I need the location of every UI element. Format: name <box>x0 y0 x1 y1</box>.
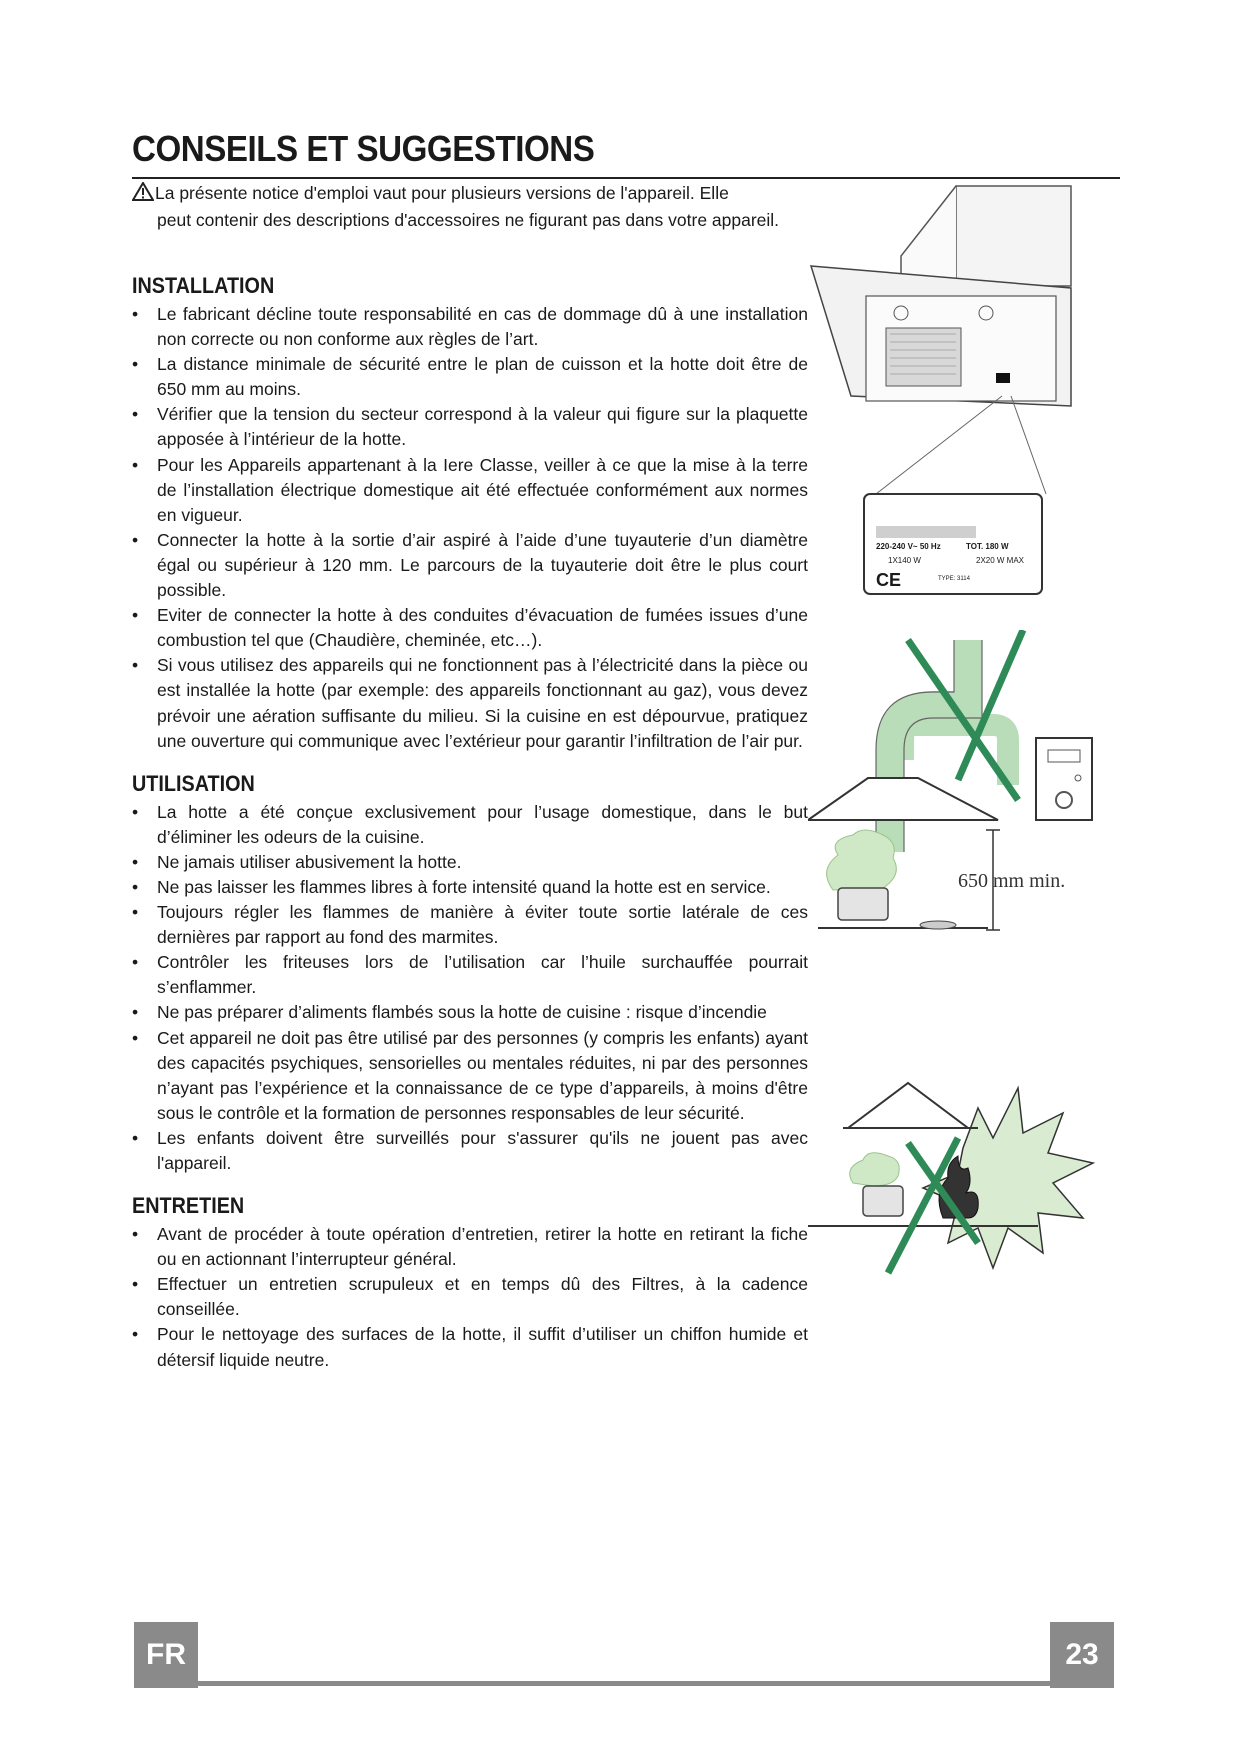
footer-rule <box>198 1681 1050 1686</box>
list-item: • Ne jamais utiliser abusivement la hotte. <box>132 850 808 875</box>
text-column <box>132 270 808 1387</box>
list-item: • Toujours régler les flammes de manière à éviter toute sortie latérale de ces dernières par rapport au fond des marmites. <box>132 900 808 950</box>
language-tag: FR <box>134 1622 198 1688</box>
page-number: 23 <box>1050 1622 1114 1688</box>
utilisation-list <box>132 800 808 1176</box>
notice-continuation: peut contenir des descriptions d'accessoires ne figurant pas dans votre appareil. <box>157 210 780 230</box>
list-item: • Vérifier que la tension du secteur correspond à la valeur qui figure sur la plaquette apposée à l’intérieur de la hotte. <box>132 402 808 452</box>
list-item: • Si vous utilisez des appareils qui ne fonctionnent pas à l’électricité dans la pièce ou est installée la hotte (par exemple: des appareils fonctionnant au gaz), vous devez prévoir une aération suffisante du milieu. Si la cuisine en est dépourvue, pratiquez une ouverture qui communique avec l’extérieur pour garantir l’infiltration de l’air pur. <box>132 653 808 753</box>
plate-type: TYPE: 3114 <box>938 576 970 582</box>
distance-label: 650 mm min. <box>958 870 1066 892</box>
list-item: • Eviter de connecter la hotte à des conduites d’évacuation de fumées issues d’une combustion tel que (Chaudière, cheminée, etc…). <box>132 603 808 653</box>
flambe-warning-figure <box>808 1068 1098 1298</box>
list-item: • Ne pas préparer d’aliments flambés sous la hotte de cuisine : risque d’incendie <box>132 1000 808 1025</box>
list-item: • Effectuer un entretien scrupuleux et en temps dû des Filtres, à la cadence conseillée. <box>132 1272 808 1322</box>
flambe-illustration <box>808 1068 1098 1298</box>
hood-rating-plate-figure <box>806 176 1136 616</box>
section-heading-entretien: ENTRETIEN <box>132 1193 245 1219</box>
warning-icon <box>132 182 154 208</box>
hood-boiler-illustration <box>808 630 1098 940</box>
list-item: • Contrôler les friteuses lors de l’utilisation car l’huile surchauffée pourrait s’enflammer. <box>132 950 808 1000</box>
plate-lamp: 2X20 W MAX <box>976 556 1025 565</box>
notice-first-line: La présente notice d'emploi vaut pour plusieurs versions de l'appareil. Elle <box>155 183 729 203</box>
plate-motor: 1X140 W <box>888 556 921 565</box>
plate-voltage: 220-240 V~ 50 Hz <box>876 542 941 551</box>
section-heading-installation: INSTALLATION <box>132 273 275 298</box>
plate-total: TOT. 180 W <box>966 542 1009 551</box>
list-item: • Pour le nettoyage des surfaces de la hotte, il suffit d’utiliser un chiffon humide et détersif liquide neutre. <box>132 1322 808 1372</box>
list-item: • Connecter la hotte à la sortie d’air aspiré à l’aide d’une tuyauterie d’un diamètre égal ou supérieur à 120 mm. Le parcours de la tuyauterie doit être le plus court possible. <box>132 528 808 603</box>
list-item: • Les enfants doivent être surveillés pour s'assurer qu'ils ne jouent pas avec l'appareil. <box>132 1126 808 1176</box>
hood-distance-figure <box>808 630 1098 940</box>
list-item: • Le fabricant décline toute responsabilité en cas de dommage dû à une installation non correcte ou non conforme aux règles de l’art. <box>132 302 808 352</box>
installation-list <box>132 302 808 754</box>
ce-mark: CE <box>876 570 902 590</box>
list-item: • La distance minimale de sécurité entre le plan de cuisson et la hotte doit être de 650 mm au moins. <box>132 352 808 402</box>
entretien-list <box>132 1222 808 1373</box>
list-item: • Ne pas laisser les flammes libres à forte intensité quand la hotte est en service. <box>132 875 808 900</box>
list-item: • Pour les Appareils appartenant à la Iere Classe, veiller à ce que la mise à la terre de l’installation électrique domestique ait été effectuée conformément aux normes en vigueur. <box>132 453 808 528</box>
notice-paragraph <box>132 181 812 233</box>
page-title: CONSEILS ET SUGGESTIONS <box>132 128 595 169</box>
list-item: • Avant de procéder à toute opération d’entretien, retirer la hotte en retirant la fiche ou en actionnant l’interrupteur général. <box>132 1222 808 1272</box>
list-item: • Cet appareil ne doit pas être utilisé par des personnes (y compris les enfants) ayant des capacités psychiques, sensorielles ou mentales réduites, ni par des personnes n’ayant pas l’expérience et la connaissance de ce type d’appareils, à moins d'être sous le contrôle et la formation de personnes responsables de leur sécurité. <box>132 1026 808 1126</box>
section-heading-utilisation: UTILISATION <box>132 770 255 796</box>
list-item: • La hotte a été conçue exclusivement pour l’usage domestique, dans le but d’éliminer les odeurs de la cuisine. <box>132 800 808 850</box>
